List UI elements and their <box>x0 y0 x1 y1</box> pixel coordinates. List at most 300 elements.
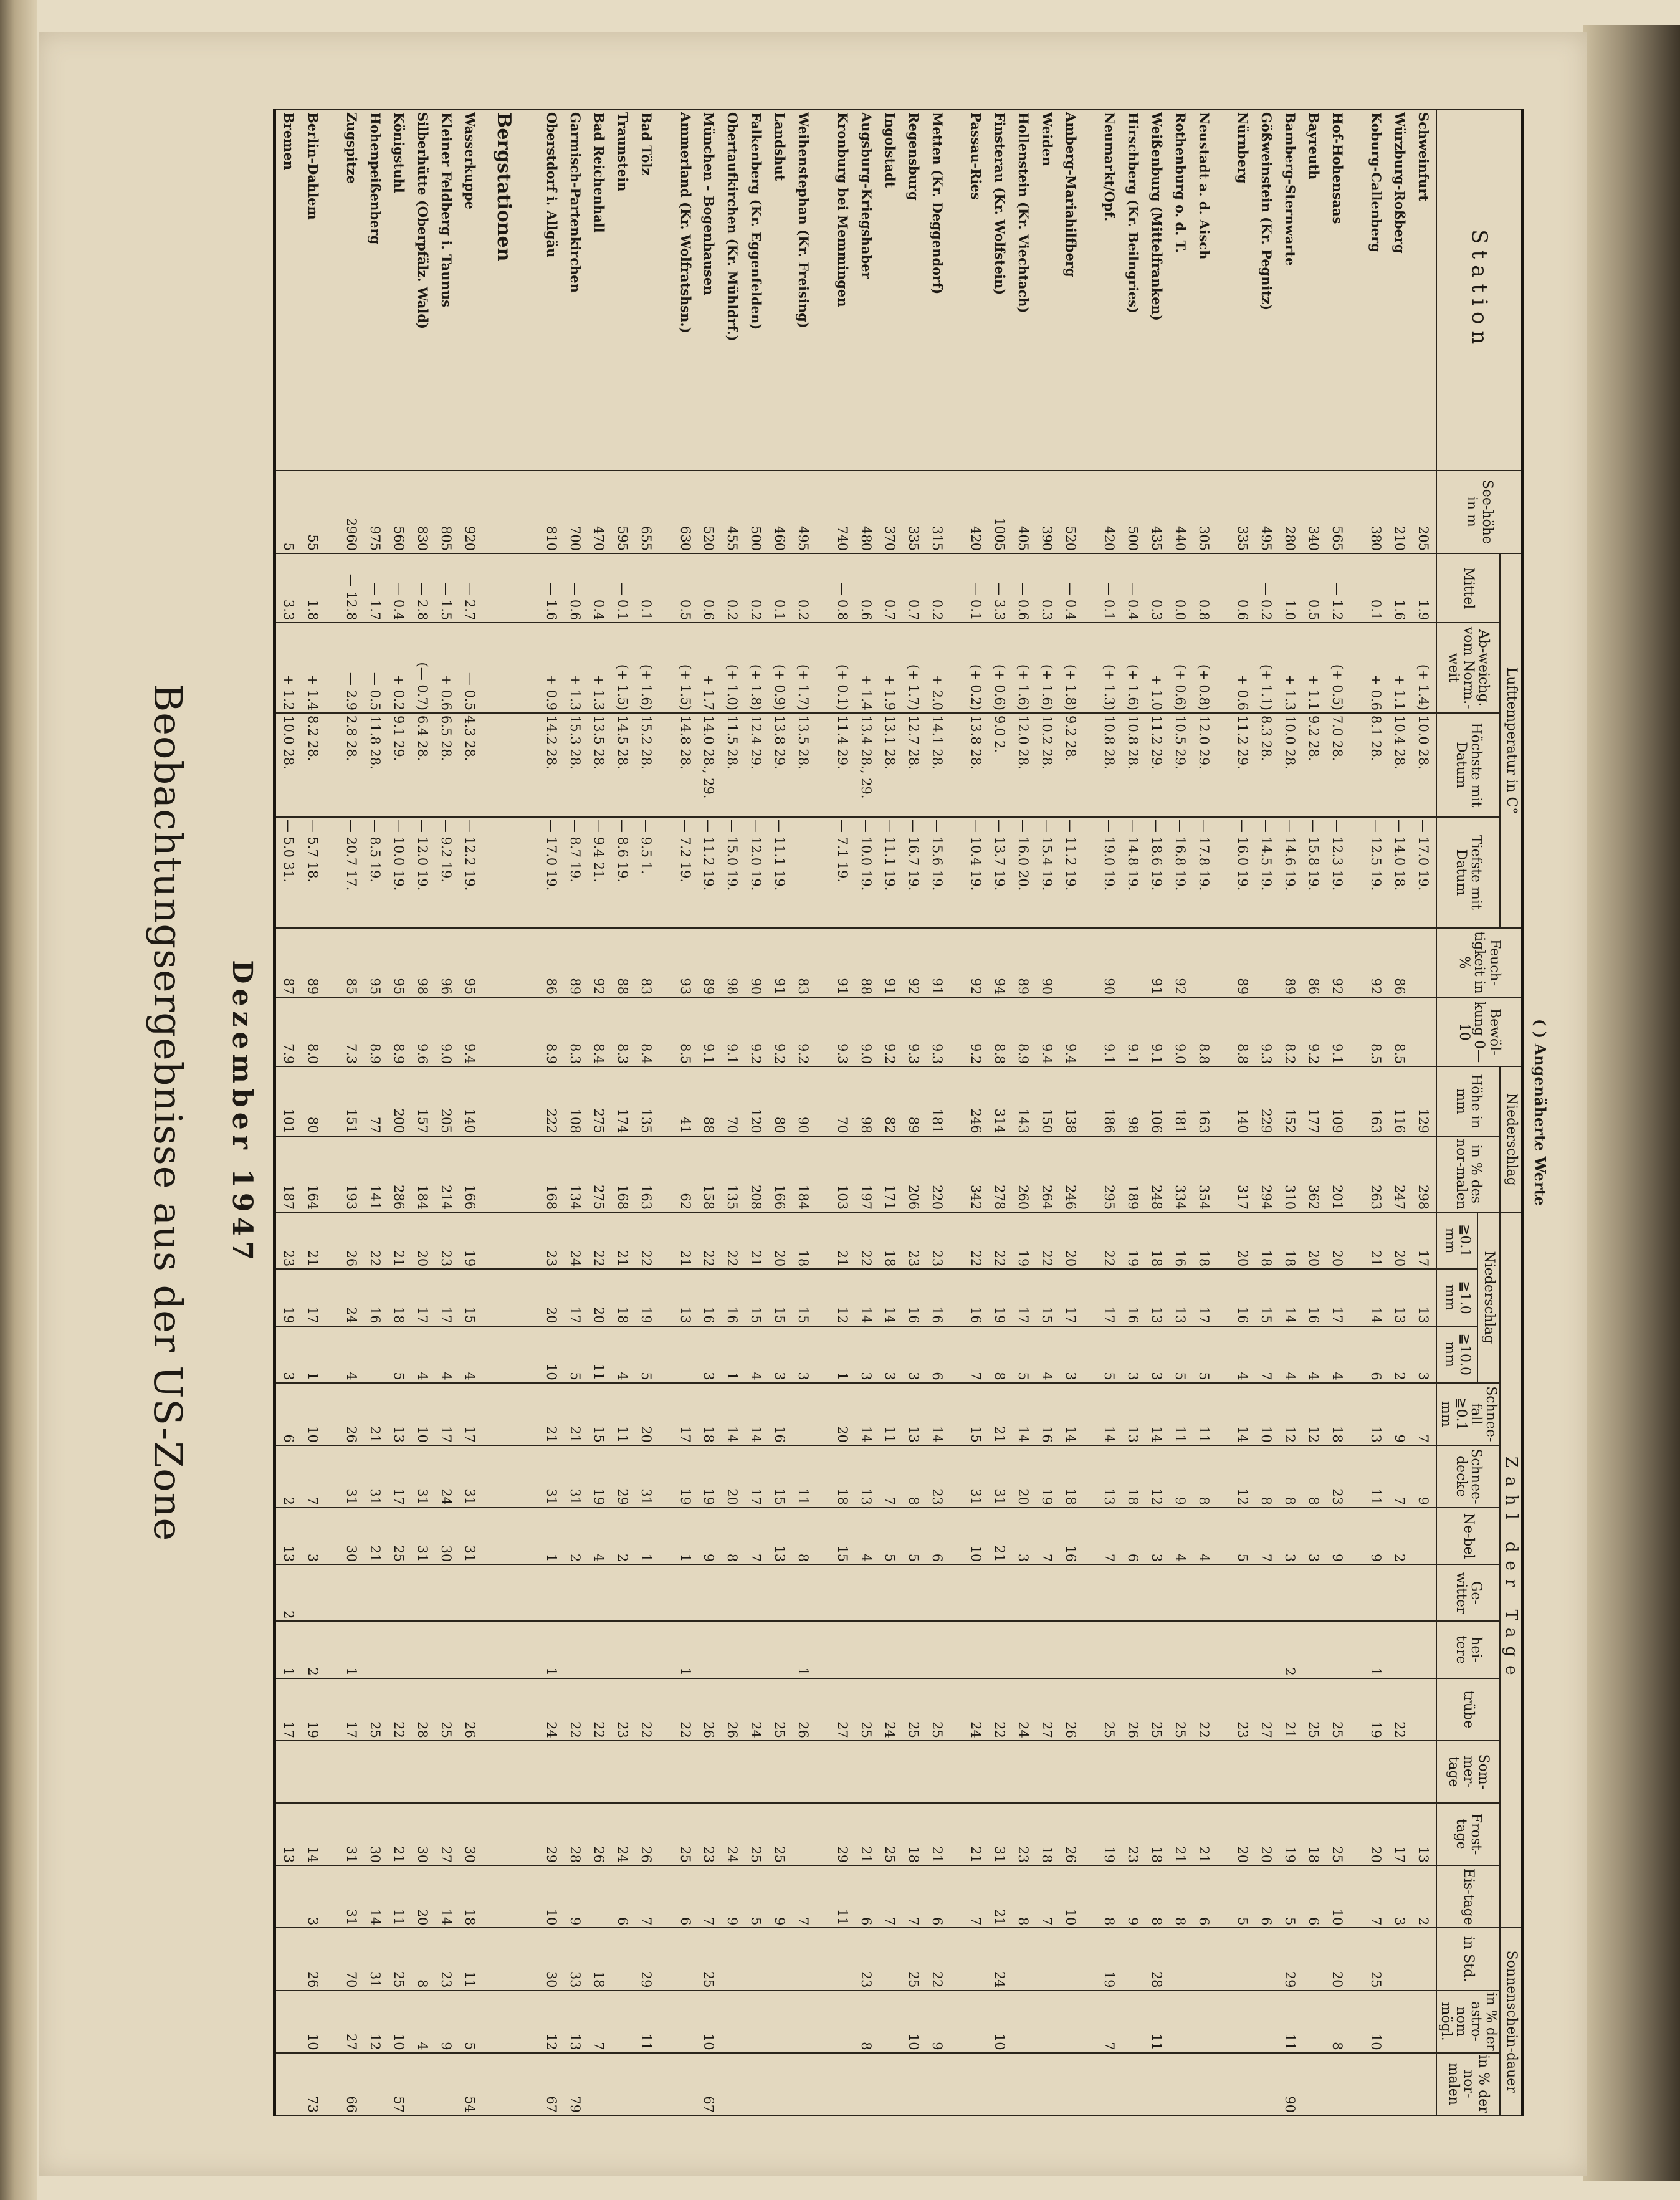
table-cell <box>411 2053 434 2115</box>
table-cell: 500 <box>744 471 768 554</box>
spacer-cell <box>1082 623 1097 713</box>
table-cell <box>1388 1621 1411 1678</box>
table-cell <box>611 1741 634 1803</box>
table-cell: 420 <box>1097 471 1121 554</box>
table-cell <box>878 1621 902 1678</box>
table-cell <box>1035 2053 1059 2115</box>
table-cell: 9.1 <box>697 997 721 1066</box>
table-cell: 10 <box>411 1383 434 1445</box>
spacer-cell <box>1082 1445 1097 1508</box>
table-cell: 31 <box>563 1445 587 1508</box>
table-cell: 6 <box>1192 1865 1216 1928</box>
table-cell: 80 <box>768 1066 791 1136</box>
table-cell <box>831 1564 854 1621</box>
table-cell <box>964 1928 988 1990</box>
spacer-cell <box>658 817 673 928</box>
table-cell: 31 <box>988 1803 1011 1865</box>
table-cell: 18 <box>831 1445 854 1508</box>
table-cell: 26 <box>587 1803 611 1865</box>
table-cell: 21 <box>563 1383 587 1445</box>
rotated-table-area <box>145 109 1549 2116</box>
table-cell: (+ 1.8) <box>1059 623 1082 713</box>
table-cell: 8 <box>1254 1445 1278 1508</box>
table-cell <box>1168 1564 1192 1621</box>
table-cell: 23 <box>434 1928 458 1990</box>
table-cell: 9.0 <box>854 997 878 1066</box>
table-cell: 15 <box>744 1269 768 1326</box>
table-cell: 23 <box>925 1212 949 1269</box>
spacer-cell <box>325 1383 340 1445</box>
table-cell: — 0.2 <box>1254 553 1278 623</box>
table-cell: 495 <box>1254 471 1278 554</box>
table-cell: 90 <box>1097 928 1121 997</box>
table-cell: 27 <box>831 1678 854 1741</box>
table-row <box>411 110 434 2115</box>
table-row <box>274 110 301 2115</box>
table-cell: 13 <box>274 1803 301 1865</box>
table-cell: 20 <box>1231 1803 1254 1865</box>
table-cell: 10.0 28. <box>274 713 301 817</box>
table-cell: 26 <box>720 1678 744 1741</box>
table-row <box>563 110 587 2115</box>
spacer-cell <box>1216 1564 1231 1621</box>
table-cell: — 12.0 19. <box>411 817 434 928</box>
table-cell: 90 <box>791 1066 815 1136</box>
table-cell: 8.3 <box>563 997 587 1066</box>
spacer-cell <box>949 1928 964 1990</box>
table-cell: 166 <box>768 1136 791 1212</box>
table-cell: 20 <box>1059 1212 1082 1269</box>
table-cell: 246 <box>964 1066 988 1136</box>
table-row <box>925 110 949 2115</box>
spacer-cell <box>482 553 525 623</box>
table-cell: 2 <box>274 1564 301 1621</box>
spacer-cell <box>1216 817 1231 928</box>
table-cell <box>611 1621 634 1678</box>
table-cell <box>674 2053 697 2115</box>
table-cell: 0.5 <box>674 553 697 623</box>
table-cell: 14.2 28. <box>540 713 563 817</box>
table-cell: — 0.4 <box>387 553 411 623</box>
spacer-cell <box>325 1445 340 1508</box>
table-cell <box>1097 2053 1121 2115</box>
table-cell: 21 <box>854 1803 878 1865</box>
table-cell: — 0.8 <box>831 553 854 623</box>
table-cell: 89 <box>902 1066 925 1136</box>
table-cell <box>587 1865 611 1928</box>
table-cell: 92 <box>902 928 925 997</box>
table-cell: 9.2 <box>1302 997 1325 1066</box>
table-cell: 9.1 <box>1145 997 1168 1066</box>
table-cell: 92 <box>1168 928 1192 997</box>
table-cell: 21 <box>988 1865 1011 1928</box>
table-cell: 15.2 28. <box>634 713 658 817</box>
table-cell: 11 <box>634 1991 658 2053</box>
table-cell <box>563 1564 587 1621</box>
spacer-cell <box>815 817 830 928</box>
table-cell: 18 <box>1192 1212 1216 1269</box>
spacer-cell <box>482 1991 525 2053</box>
table-cell: 11 <box>387 1865 411 1928</box>
table-cell: 27 <box>1254 1678 1278 1741</box>
table-cell: 116 <box>1388 1066 1411 1136</box>
table-cell: 21 <box>363 1383 387 1445</box>
spacer-cell <box>1216 1445 1231 1508</box>
table-cell: 12 <box>363 1991 387 2053</box>
table-row <box>458 110 482 2115</box>
table-cell: 14 <box>363 1865 387 1928</box>
spacer-cell <box>1349 1621 1364 1678</box>
table-cell: 25 <box>387 1928 411 1990</box>
table-cell <box>1192 1741 1216 1803</box>
table-cell: 25 <box>387 1508 411 1564</box>
table-cell: + 1.9 <box>878 623 902 713</box>
table-cell <box>1388 2053 1411 2115</box>
table-cell: 5 <box>878 1508 902 1564</box>
table-cell: 15 <box>587 1383 611 1445</box>
group-spacer <box>949 110 964 2115</box>
header-tiefste: Tiefste mit Datum <box>1436 817 1501 928</box>
table-cell: 11 <box>831 1865 854 1928</box>
station-name: Gößweinstein (Kr. Pegnitz) <box>1254 110 1278 471</box>
station-name: Weihenstephan (Kr. Freising) <box>791 110 815 471</box>
table-cell: 3 <box>301 1865 325 1928</box>
table-cell: (+ 0.8) <box>1192 623 1216 713</box>
table-cell <box>540 1741 563 1803</box>
table-cell: 9.4 <box>1059 997 1082 1066</box>
table-row <box>854 110 878 2115</box>
table-cell: 13 <box>768 1508 791 1564</box>
observation-table <box>273 109 1524 2116</box>
table-cell: 31 <box>988 1445 1011 1508</box>
table-cell <box>791 1564 815 1621</box>
table-cell: 460 <box>768 471 791 554</box>
table-cell <box>1011 1564 1035 1621</box>
spacer-cell <box>325 997 340 1066</box>
table-cell <box>744 2053 768 2115</box>
table-cell: — 14.5 19. <box>1254 817 1278 928</box>
table-cell: 10 <box>697 1991 721 2053</box>
spacer-cell <box>482 817 525 928</box>
header-eistage: Eis-tage <box>1436 1865 1501 1928</box>
spacer-cell <box>1216 928 1231 997</box>
table-cell: (+ 1.0) <box>720 623 744 713</box>
table-cell: + 0.9 <box>540 623 563 713</box>
table-cell: 157 <box>411 1066 434 1136</box>
group-spacer <box>325 110 340 2115</box>
table-cell: 98 <box>854 1066 878 1136</box>
table-cell: 14.8 28. <box>674 713 697 817</box>
spacer-cell <box>815 713 830 817</box>
table-cell: 1 <box>720 1326 744 1383</box>
table-cell: 14 <box>1231 1383 1254 1445</box>
table-cell: 88 <box>697 1066 721 1136</box>
subtitle: Dezember 1947 <box>226 960 258 1265</box>
table-cell <box>964 1564 988 1621</box>
table-cell: 24 <box>878 1678 902 1741</box>
table-row <box>1278 110 1302 2115</box>
table-row <box>744 110 768 2115</box>
table-cell: 83 <box>634 928 658 997</box>
table-cell: 11 <box>1278 1991 1302 2053</box>
table-cell: 29 <box>831 1803 854 1865</box>
table-cell: 55 <box>301 471 325 554</box>
spacer-cell <box>325 1991 340 2053</box>
header-zahl-der-tage: Zahl der Tage <box>1500 1212 1522 1928</box>
table-row <box>611 110 634 2115</box>
table-cell: 2 <box>1278 1621 1302 1678</box>
table-cell: 17 <box>563 1269 587 1326</box>
table-cell <box>674 1564 697 1621</box>
table-cell: 810 <box>540 471 563 554</box>
table-cell: 201 <box>1325 1136 1349 1212</box>
table-cell: 19 <box>587 1445 611 1508</box>
table-cell: 595 <box>611 471 634 554</box>
table-cell: 67 <box>697 2053 721 2115</box>
spacer-cell <box>525 1991 540 2053</box>
table-cell: 7 <box>697 1865 721 1928</box>
group-spacer <box>1216 110 1231 2115</box>
spacer-cell <box>525 1269 540 1326</box>
header-sonne-std: in Std. <box>1436 1928 1501 1990</box>
table-cell: 3 <box>274 1326 301 1383</box>
table-cell: 22 <box>587 1678 611 1741</box>
table-cell: 31 <box>340 1803 363 1865</box>
table-cell: — 0.1 <box>1097 553 1121 623</box>
table-cell: 70 <box>831 1066 854 1136</box>
spacer-cell <box>1082 110 1097 471</box>
table-cell: 2 <box>563 1508 587 1564</box>
table-cell: 109 <box>1325 1066 1349 1136</box>
table-cell: 8.5 <box>674 997 697 1066</box>
table-cell <box>1011 1928 1035 1990</box>
table-cell: 27 <box>1035 1678 1059 1741</box>
table-cell: 184 <box>791 1136 815 1212</box>
table-cell: 17 <box>274 1678 301 1741</box>
table-cell: 19 <box>1364 1678 1388 1741</box>
table-cell <box>363 2053 387 2115</box>
table-cell: 197 <box>854 1136 878 1212</box>
table-cell: 20 <box>1302 1212 1325 1269</box>
table-cell <box>1231 1991 1254 2053</box>
table-cell: 4 <box>458 1326 482 1383</box>
table-cell <box>434 1621 458 1678</box>
table-cell: 19 <box>1097 1803 1121 1865</box>
table-cell: 31 <box>363 1928 387 1990</box>
table-cell: 3 <box>791 1326 815 1383</box>
table-cell: 18 <box>611 1269 634 1326</box>
table-cell: 0.6 <box>697 553 721 623</box>
station-name: Bayreuth <box>1302 110 1325 471</box>
table-cell: 5 <box>274 471 301 554</box>
table-row <box>1364 110 1388 2115</box>
table-cell: 5 <box>1011 1326 1035 1383</box>
table-cell <box>1121 1928 1145 1990</box>
table-cell: 22 <box>674 1678 697 1741</box>
spacer-cell <box>949 1445 964 1508</box>
station-name: Bremen <box>274 110 301 471</box>
table-cell: 187 <box>274 1136 301 1212</box>
spacer-cell <box>658 1564 673 1621</box>
table-cell <box>1011 1621 1035 1678</box>
table-cell: 6 <box>1254 1865 1278 1928</box>
section-title: Bergstationen <box>482 110 525 471</box>
table-cell: 19 <box>1011 1212 1035 1269</box>
table-cell: 66 <box>340 2053 363 2115</box>
table-cell: 9.1 29. <box>387 713 411 817</box>
table-cell: 18 <box>587 1928 611 1990</box>
spacer-cell <box>658 623 673 713</box>
spacer-cell <box>949 1508 964 1564</box>
table-cell: 18 <box>1254 1212 1278 1269</box>
table-cell: 17 <box>387 1445 411 1508</box>
table-cell <box>1011 1741 1035 1803</box>
table-cell: 8.8 <box>1231 997 1254 1066</box>
table-cell: 106 <box>1145 1066 1168 1136</box>
station-name: Wasserkuppe <box>458 110 482 471</box>
table-cell: 181 <box>925 1066 949 1136</box>
table-cell <box>1035 1621 1059 1678</box>
table-cell: 630 <box>674 471 697 554</box>
table-cell: — 5.0 31. <box>274 817 301 928</box>
table-cell <box>1231 1741 1254 1803</box>
table-cell: 5 <box>1231 1865 1254 1928</box>
table-cell <box>411 1741 434 1803</box>
spacer-cell <box>1349 1136 1364 1212</box>
table-cell: 23 <box>1121 1803 1145 1865</box>
table-cell: 91 <box>925 928 949 997</box>
table-cell <box>411 1621 434 1678</box>
table-cell: 2 <box>274 1445 301 1508</box>
header-sonne-normal: in % der nor-malen <box>1436 2053 1501 2115</box>
spacer-cell <box>815 1445 830 1508</box>
table-cell: — 15.6 19. <box>925 817 949 928</box>
table-cell <box>902 1741 925 1803</box>
table-cell <box>964 1621 988 1678</box>
spacer-cell <box>1349 928 1364 997</box>
table-row <box>1192 110 1216 2115</box>
table-cell: 342 <box>964 1136 988 1212</box>
table-cell: 4 <box>1302 1326 1325 1383</box>
table-cell: 2.8 28. <box>340 713 363 817</box>
table-cell: 9.4 <box>458 997 482 1066</box>
table-cell: 18 <box>1145 1803 1168 1865</box>
station-name: Bad Reichenhall <box>587 110 611 471</box>
station-name: Garmisch-Partenkirchen <box>563 110 587 471</box>
table-cell: 26 <box>697 1678 721 1741</box>
header-niederschlag: Niederschlag <box>1500 1066 1522 1212</box>
station-name: Hollenstein (Kr. Viechtach) <box>1011 110 1035 471</box>
table-cell: 17 <box>301 1269 325 1326</box>
table-cell: 7 <box>1097 1508 1121 1564</box>
spacer-cell <box>525 110 540 471</box>
table-cell: 11 <box>1364 1445 1388 1508</box>
spacer-cell <box>1349 553 1364 623</box>
spacer-cell <box>1216 2053 1231 2115</box>
table-cell: 17 <box>411 1269 434 1326</box>
table-cell: 3 <box>1388 1865 1411 1928</box>
table-cell: 7 <box>1254 1508 1278 1564</box>
table-cell: 54 <box>458 2053 482 2115</box>
table-cell: 23 <box>611 1678 634 1741</box>
table-cell: 7 <box>1388 1445 1411 1508</box>
table-cell: 10 <box>301 1383 325 1445</box>
table-cell: 77 <box>363 1066 387 1136</box>
spacer-cell <box>325 471 340 554</box>
table-cell: 0.6 <box>854 553 878 623</box>
table-cell: — 16.8 19. <box>1168 817 1192 928</box>
table-cell: 21 <box>363 1508 387 1564</box>
table-cell: 150 <box>1035 1066 1059 1136</box>
table-cell: 163 <box>634 1136 658 1212</box>
table-cell: (+ 1.5) <box>611 623 634 713</box>
table-cell: 14 <box>720 1383 744 1445</box>
table-cell: 13.5 28. <box>791 713 815 817</box>
table-cell: 655 <box>634 471 658 554</box>
table-row <box>363 110 387 2115</box>
table-cell <box>1254 1991 1278 2053</box>
table-cell: 6 <box>854 1865 878 1928</box>
table-cell: 92 <box>964 928 988 997</box>
table-cell: 23 <box>925 1445 949 1508</box>
table-cell: 275 <box>587 1066 611 1136</box>
spacer-cell <box>482 1066 525 1136</box>
table-cell: 30 <box>540 1928 563 1990</box>
table-cell: 26 <box>1121 1678 1145 1741</box>
spacer-cell <box>658 1928 673 1990</box>
table-cell: 10.0 28. <box>1278 713 1302 817</box>
spacer-cell <box>658 1445 673 1508</box>
spacer-cell <box>325 1326 340 1383</box>
spacer-cell <box>525 1741 540 1803</box>
table-cell <box>434 1564 458 1621</box>
table-cell <box>768 1991 791 2053</box>
table-cell <box>1411 1564 1436 1621</box>
spacer-cell <box>525 1928 540 1990</box>
table-row <box>902 110 925 2115</box>
table-cell <box>1411 1928 1436 1990</box>
table-cell: 9.0 <box>434 997 458 1066</box>
table-cell <box>1388 1741 1411 1803</box>
table-cell: 13 <box>1168 1269 1192 1326</box>
table-cell <box>1145 1564 1168 1621</box>
spacer-cell <box>658 1383 673 1445</box>
table-cell: 11.2 29. <box>1145 713 1168 817</box>
table-cell: 23 <box>540 1212 563 1269</box>
table-cell: 8 <box>1097 1865 1121 1928</box>
table-cell <box>791 1383 815 1445</box>
table-cell: 31 <box>340 1865 363 1928</box>
table-cell: 20 <box>831 1383 854 1445</box>
spacer-cell <box>482 1383 525 1445</box>
table-cell: 15 <box>1035 1269 1059 1326</box>
station-name: Weißenburg (Mittelfranken) <box>1145 110 1168 471</box>
table-cell: 20 <box>587 1269 611 1326</box>
table-cell <box>301 1741 325 1803</box>
table-cell: 10 <box>540 1326 563 1383</box>
table-cell <box>274 1865 301 1928</box>
spacer-cell <box>1349 1383 1364 1445</box>
table-cell: 13 <box>1388 1269 1411 1326</box>
table-cell: 163 <box>1192 1066 1216 1136</box>
table-cell: 9 <box>1168 1445 1192 1508</box>
table-cell: 11 <box>1168 1383 1192 1445</box>
table-cell: 470 <box>587 471 611 554</box>
spacer-cell <box>949 2053 964 2115</box>
spacer-cell <box>325 623 340 713</box>
table-cell: 16 <box>1168 1212 1192 1269</box>
table-cell: 8 <box>1192 1445 1216 1508</box>
